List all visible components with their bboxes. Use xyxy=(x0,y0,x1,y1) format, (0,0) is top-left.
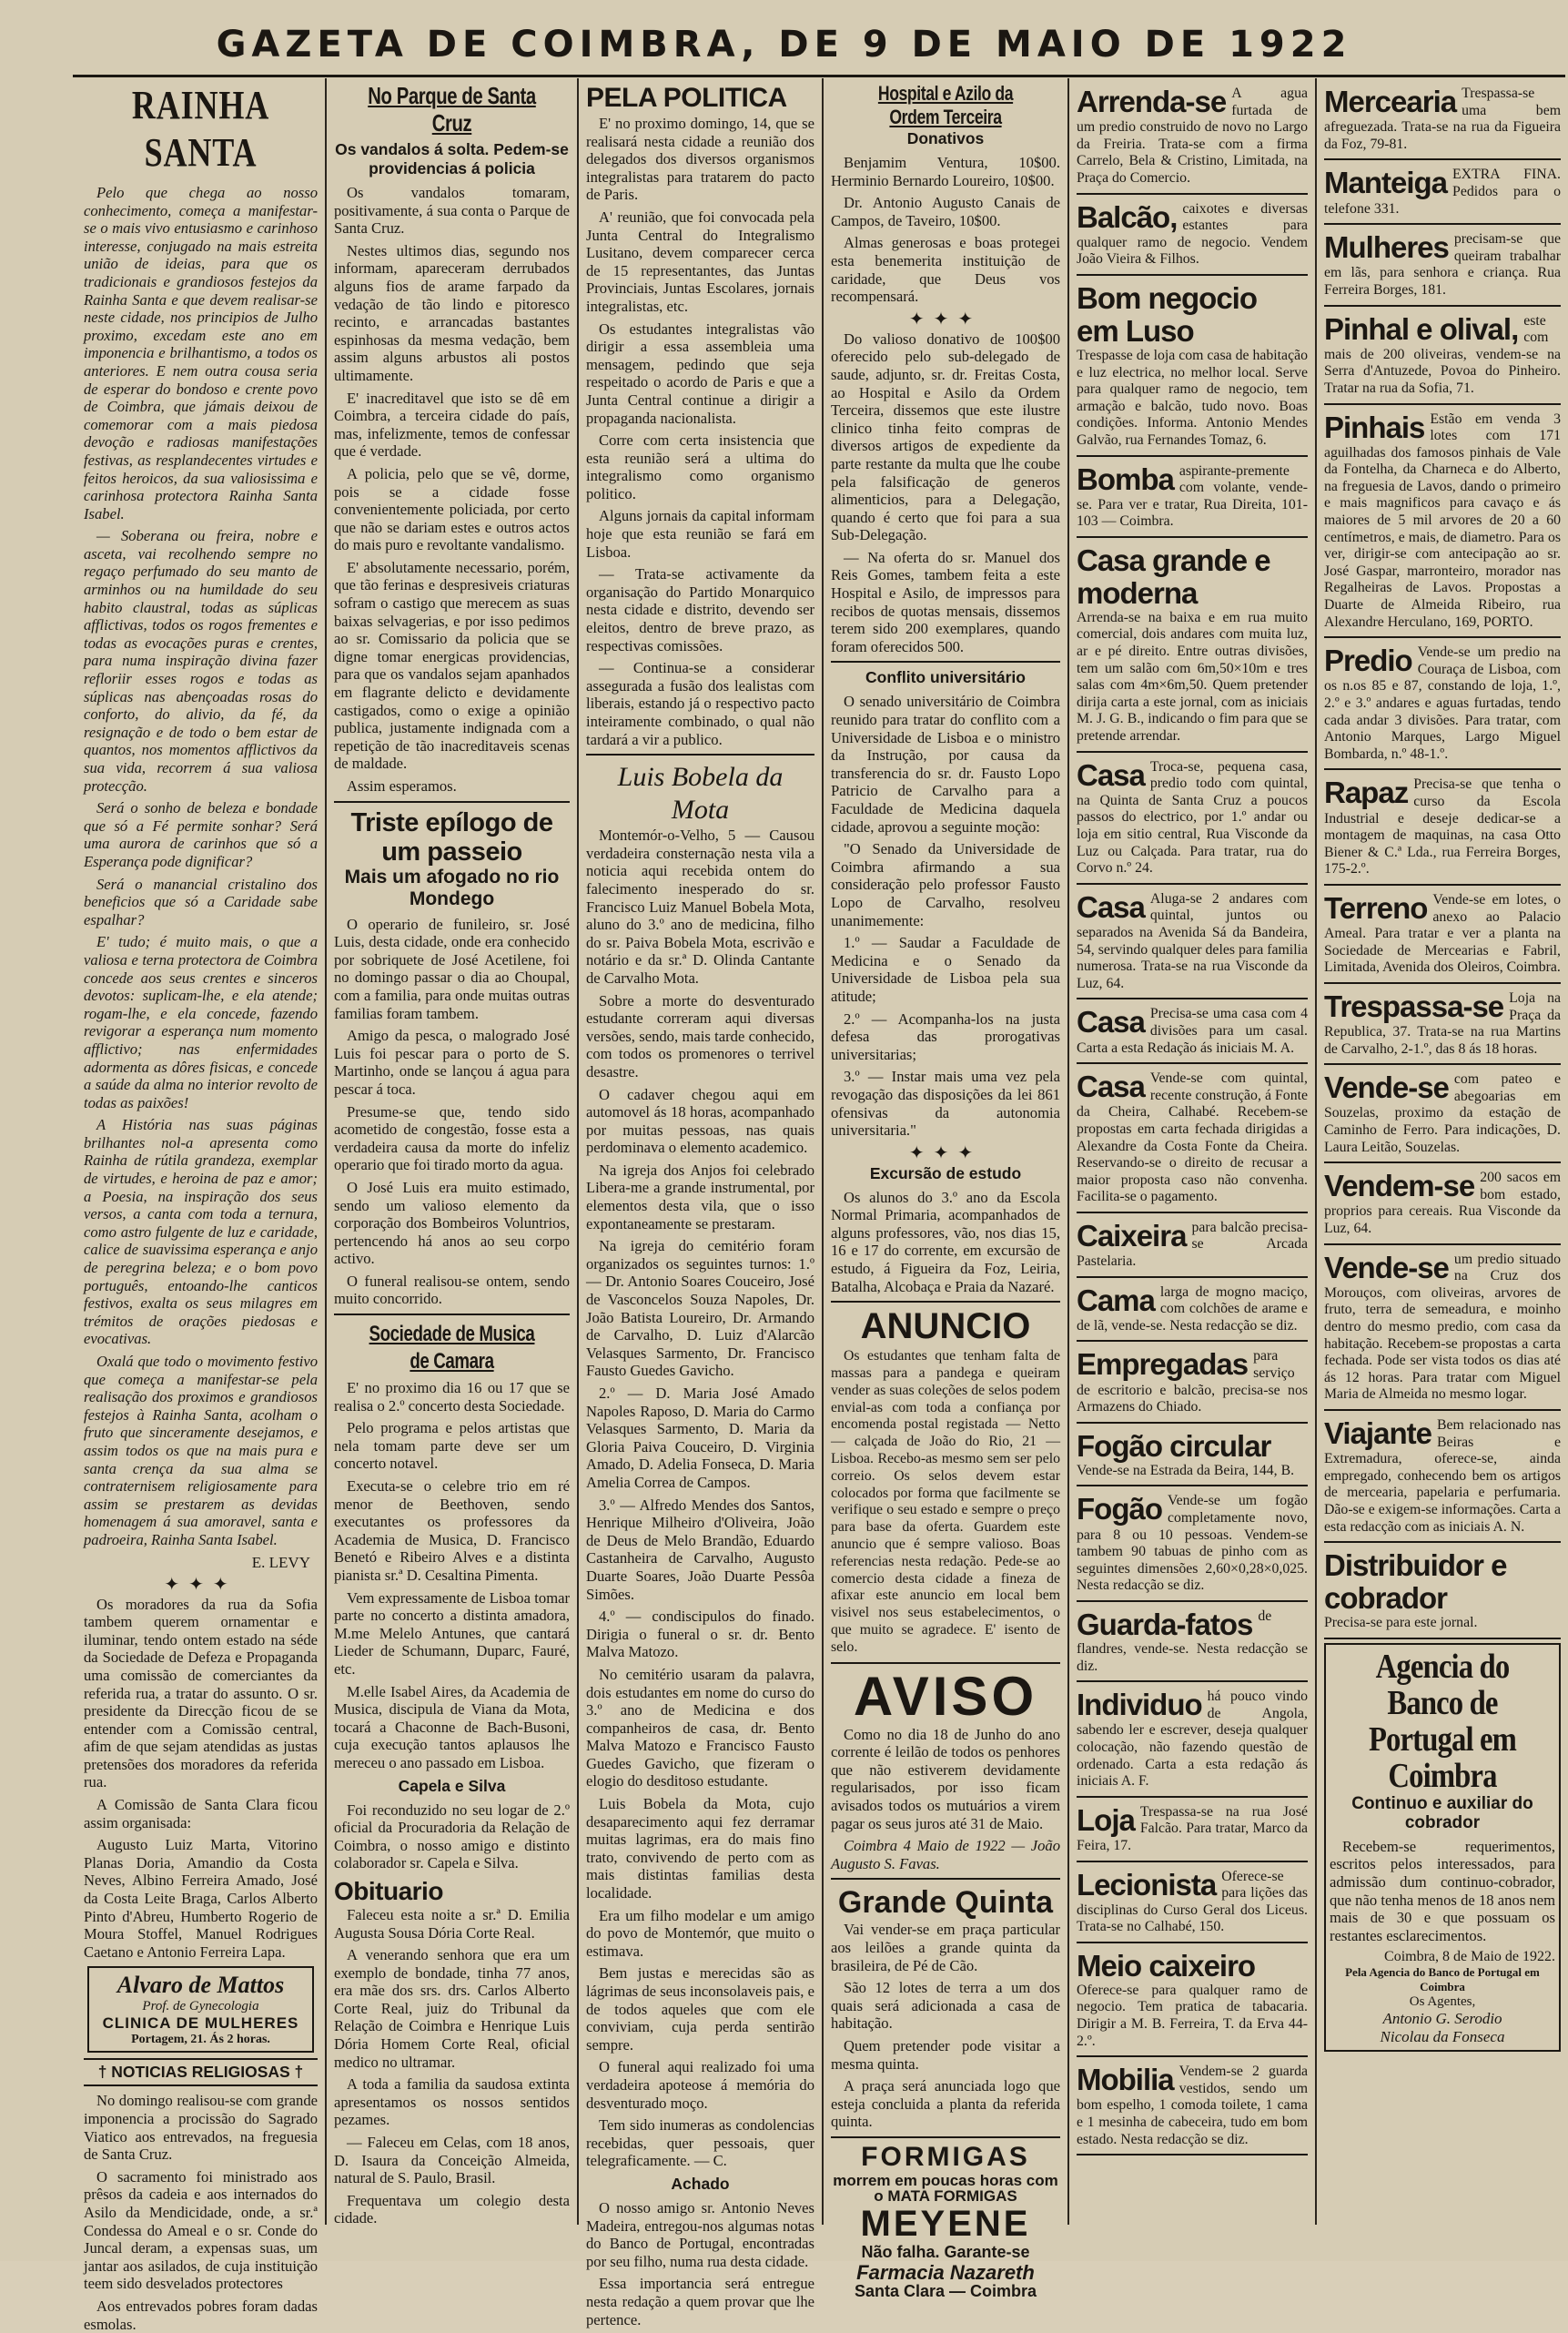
paragraph: No domingo realisou-se com grande imponencia a procissão do Sagrado Viatico aos entrevados, na freguesia de Santa Cruz. xyxy=(84,2092,318,2164)
paragraph: Oxalá que todo o movimento festivo que começa a manifestar-se pela realisação dos proximos e grandiosos festejos à Rainha Santa, acolham o fruto que sinceramente desejamos, e assim todos os que na mais pura e santa crença da sua alma se contraternisem religiosamente para assim se prestarem as devidas homenagem á sua amoravel, santa e padroeira, Rainha Santa Isabel. xyxy=(84,1353,318,1548)
article-title-achado: Achado xyxy=(671,2174,730,2193)
classified-ad-text: EXTRA FINA. Pedidos para o telefone 331. xyxy=(1324,167,1561,217)
paragraph: E' inacreditavel que isto se dê em Coimbra, a terceira cidade do país, mas, infelizmente, temos de confessar que é verdade. xyxy=(334,389,570,461)
paragraph: Era um filho modelar e um amigo do povo de Montemór, que muito o estimava. xyxy=(586,1906,814,1960)
paragraph: Benjamim Ventura, 10$00. Herminio Bernardo Loureiro, 10$00. xyxy=(831,154,1060,189)
paragraph: Pelo programa e pelos artistas que nela tomam parte deve ser um concerto notavel. xyxy=(334,1419,570,1473)
classified-ad-text: Bem relacionado nas Beiras e Extremadura, oferece-se, ainda empregado, conhecendo bem os artigos de mercearia, papelaria e perfumaria. Dão-se e exigem-se informações. Carta a esta redacção com as iniciais A. N. xyxy=(1324,1416,1561,1535)
paragraph: No cemitério usaram da palavra, dois estudantes em nome do curso do 3.º ano de Medicina e dos companheiros de casa, dr. Bento Malva Matozo e Francisco Fausto Guedes Gavicho, que fizeram o elogio do desditoso estudante. xyxy=(586,1665,814,1790)
classified-ad xyxy=(1077,1344,1308,1423)
paragraph: Pelo que chega ao nosso conhecimento, começa a manifestar-se o mais vivo entusiasmo e carinhoso interesse, conjugado na mais estreita união de ideias, para que os tradicionais e grandiosos festejos da Rainha Santa e que devem realisar-se neste cidade, nos principios de Julho proximo, excedam este ano em imponencia e brilhantismo, a todos os anteriores. E nem outra cousa seria de esperar do bondoso e crente povo de Coimbra, que jámais deixou de comemorar com a mais piedosa devoção e radiosas manifestações festivas, as resplandecentes virtudes e feitos heroicos, da sua valiosissima e carinhosa protectora Rainha Santa Isabel. xyxy=(84,184,318,522)
paragraph: O funeral aqui realizado foi uma verdadeira apoteose á memória do desventurado moço. xyxy=(586,2058,814,2112)
classified-ad-heading: Bomba xyxy=(1077,462,1174,496)
paragraph: O sacramento foi ministrado aos prêsos da cadeia e aos internados do Asilo da Mendicidade, onde, a sr.ª Condessa do Ameal e o sr. Conde do Juncal deram, a expensas suas, um jantar aos asilados, de cuja instituição teem sido desvelados protectores xyxy=(84,2167,318,2293)
classified-ad-text: Loja na Praça da Republica, 37. Trata-se na rua Martins de Carvalho, 2-1.º, das 8 ás 18 horas. xyxy=(1324,989,1561,1057)
anuncio-title: ANUNCIO xyxy=(860,1306,1031,1347)
paragraph: Será o manancial cristalino dos beneficios que só a Caridade sabe espalhar? xyxy=(84,875,318,928)
paragraph: Como no dia 18 de Junho do ano corrente é leilão de todos os penhores que não estiverem devidamente regularisados, por isso ficam avisados todos os mutuários a virem pagar os seus juros até 31 de Maio. xyxy=(831,1725,1060,1832)
article-subtitle: Os vandalos á solta. Pedem-se providencias á policia xyxy=(335,140,569,178)
paragraph: Vai vender-se em praça particular aos leilões a grande quinta da brasileira, de Pé de Cão. xyxy=(831,1921,1060,1974)
column-3 xyxy=(579,78,822,2328)
classified-ad-heading: Terreno xyxy=(1324,890,1428,925)
paragraph: Vem expressamente de Lisboa tomar parte no concerto a distinta amadora, M.me Melelo Antunes, que cantará Lieder de Schumann, Duparc, Fauré, etc. xyxy=(334,1588,570,1678)
paragraph: Frequentava um colegio desta cidade. xyxy=(334,2191,570,2227)
section-title-religious: † NOTICIAS RELIGIOSAS † xyxy=(84,2058,318,2086)
bank-notice-agency: Pela Agencia do Banco de Portugal em Coimbra xyxy=(1345,1965,1540,1994)
classified-ad-heading: Manteiga xyxy=(1324,166,1448,200)
classified-ad-text: Vendem-se 2 guarda vestidos, sendo um bom espelho, 1 comoda toilete, 1 cama e 1 mesinha de cabeceira, tudo em bom estado. Nesta redacção se diz. xyxy=(1077,2064,1308,2147)
column-6-classifieds xyxy=(1317,78,1568,2225)
paragraph: M.elle Isabel Aires, da Academia de Musica, discipula de Viana da Mota, tocará a Chaconne de Bach-Busoni, cuja execução tantos aplausos lhe mereceu o ano passado em Lisboa. xyxy=(334,1682,570,1771)
classified-ad-text: Trespassa-se uma bem afreguezada. Trata-se na rua da Figueira da Foz, 79-81. xyxy=(1324,86,1561,152)
paragraph: 3.º — Instar mais uma vez pela revogação das disposições da lei 861 ofensivas da autonomia universitaria." xyxy=(831,1068,1060,1140)
paragraph: Nestes ultimos dias, segundo nos informam, apareceram derrubados alguns fios de arame farpado da vedação de tão lindo e pitoresco recinto, e arrancadas bastantes espinhosas da mesma vedação, bem assim alguns arbustos ali postos ultimamente. xyxy=(334,241,570,384)
classified-ad xyxy=(1324,1166,1561,1244)
classified-ad xyxy=(1324,987,1561,1065)
paragraph: Essa importancia será entregue nesta redação a quem provar que lhe pertence. xyxy=(586,2275,814,2328)
paragraph: — Continua-se a considerar assegurada a fusão dos lealistas com liberais, estando já o respectivo pacto inteiramente combinado, o qual não tardará a vir a publico. xyxy=(586,659,814,748)
paragraph: Alguns jornais da capital informam hoje que esta reunião se fará em Lisboa. xyxy=(586,507,814,561)
article-title-bobela: Luis Bobela da Mota xyxy=(617,762,784,826)
classified-ad xyxy=(1077,1685,1308,1798)
paragraph: A' reunião, que foi convocada pela Junta Central do Integralismo Lusitano, devem comparecer cerca de 15 representantes, das Juntas Provinciais, Juntas Escolares, jornais integralistas, etc. xyxy=(586,208,814,315)
classified-ad-text: Vende-se um fogão completamente novo, para 8 ou 10 pessoas. Vendem-se tambem 90 tabuas de pinho com as seguintes dimensões 2,60×0,28×0,025. Nesta redacção se diz. xyxy=(1077,1493,1308,1594)
classified-ad xyxy=(1324,163,1561,225)
separator-stars: ✦✦✦ xyxy=(164,1574,238,1595)
divider xyxy=(334,1314,570,1315)
paragraph: Sobre a morte do desventurado estudante correram aqui diversas versões, sendo, mais tarde conhecido, com todos os promenores o terrivel desastre. xyxy=(586,991,814,1080)
classified-ad-text: aspirante-premente com volante, vende-se. Para ver e tratar, Rua Direita, 101-103 — Coimbra. xyxy=(1077,462,1308,530)
bank-notice-name: Antonio G. Serodio xyxy=(1382,2010,1502,2028)
classified-ad-heading: Rapaz xyxy=(1324,776,1409,810)
classified-ad xyxy=(1324,309,1561,405)
paragraph: A Comissão de Santa Clara ficou assim organisada: xyxy=(84,1796,318,1831)
paragraph: A História nas suas páginas brilhantes nol-a apresenta como Rainha de rútila grandeza, exemplar de virtudes, e heroina de paz e amor; a Poesia, na inspiração dos seus versos, a canta com toda a ternura, como astro fulgente de luz e caridade, calice de suavissima esperança e anjo de peregrina beleza; e o bom povo português, entoando-lhe canticos festivos, exalta os seus milagres em trémitos de orações piedosas e evocativas. xyxy=(84,1116,318,1348)
paragraph: — Soberana ou freira, nobre e asceta, vai recolhendo sempre no regaço perfumado do seu manto de arminhos ou na humildade do seu habito claustral, todas as súplicas afflictivas, todos os rogos frementes e todas as evocações puras e crentes, para numa inspiração divina fazer refloriir esses rogos e todas as súplicas nas abençoadas rosas do conforto, do alivio, da fé, da resignação e de todo o bem estar de quantos, nos momentos afflictivos da sua vida, recorrem á sua valiosa protecção. xyxy=(84,527,318,795)
paragraph: 2.º — D. Maria José Amado Napoles Raposo, D. Maria do Carmo Velasques Sarmento, D. Maria da Gloria Paiva Couceiro, D. Virginia Amado, D. Adelia Fonseca, D. Maria Amelia Correa de Campos. xyxy=(586,1385,814,1491)
paragraph: O nosso amigo sr. Antonio Neves Madeira, entregou-nos algumas notas do Banco de Portugal, encontradas por seu filho, numa rua desta cidade. xyxy=(586,2198,814,2270)
article-subtitle: Mais um afogado no rio Mondego xyxy=(344,866,560,909)
classified-ad xyxy=(1077,460,1308,538)
paragraph: 4.º — condiscipulos do finado. Dirigia o funeral o sr. dr. Bento Malva Matozo. xyxy=(586,1608,814,1661)
divider xyxy=(831,1301,1060,1303)
classified-ad-heading: Fogão xyxy=(1077,1492,1162,1527)
paragraph: 1.º — Saudar a Faculdade de Medicina e o Senado da Universidade de Lisboa pela sua atitude; xyxy=(831,934,1060,1005)
article-title-excursao: Excursão de estudo xyxy=(869,1163,1022,1182)
article-title-hospital: Hospital e Azilo da Ordem Terceira xyxy=(877,82,1014,128)
classified-ad-text: 200 sacos em bom estado, proprios para cereais. Rua Visconde da Luz, 64. xyxy=(1324,1170,1561,1237)
classified-ad-text: Precisa-se que tenha o curso da Escola Industrial e deseje dedicar-se a montagem de maquinas, na casa Otto Biener & C.ª Lda., rua Ferreira Borges, 175-2.º. xyxy=(1324,776,1561,877)
paragraph: Os alunos do 3.º ano da Escola Normal Primaria, acompanhados de alguns professores, vão, nos dias 15, 16 e 17 do corrente, em excursão de estudo, á Figueira da Foz, Leiria, Batalha, Alcobaça e Praia da Nazaré. xyxy=(831,1188,1060,1295)
classified-ad xyxy=(1324,408,1561,639)
paragraph: Quem pretender pode visitar a mesma quinta. xyxy=(831,2036,1060,2073)
paragraph: E' tudo; é muito mais, o que a valiosa e terna protectora de Coimbra concede aos seus crentes e sinceros devotos: suplicam-lhe, e ela atende; rogam-lhe, e ela concede, fazendo revigorar a esperança num momento afflictivo; nas enfermidades adormenta as dôres fisicas, e concede a saúde da alma no interior revolto de todas as paixões! xyxy=(84,933,318,1111)
classified-ad xyxy=(1077,1281,1308,1343)
classified-ad-heading: Meio caixeiro xyxy=(1077,1948,1256,1983)
classified-ad-heading: Pinhal e olival, xyxy=(1324,311,1519,346)
paragraph: Bem justas e merecidas são as lágrimas de seus inconsolaveis pais, e de todos aqueles que com ele conviviam, cuja perda sentirão sempre. xyxy=(586,1964,814,2054)
author-signature: E. LEVY xyxy=(251,1553,310,1571)
aviso-title: AVISO xyxy=(853,1665,1038,1727)
classified-ad-heading: Casa xyxy=(1077,1005,1145,1040)
clinic-address: Portagem, 21. Ás 2 horas. xyxy=(131,2033,270,2047)
classified-ad-text: Aluga-se 2 andares com quintal, juntos ou separados na Avenida Sá da Bandeira, 54, servindo qualquer deles para familia numerosa. Trata-se na rua Visconde da Luz, 64. xyxy=(1077,890,1308,991)
classified-ad xyxy=(1324,1248,1561,1411)
clinic-profession: Prof. de Gynecologia xyxy=(142,1999,259,2014)
classified-ad-text: há pouco vindo de Angola, sabendo ler e escrever, deseja qualquer colocação, não fazendo questão de ordenado. Carta a esta redação ás iniciais A. F. xyxy=(1077,1689,1308,1790)
clinic-doctor-name: Alvaro de Mattos xyxy=(116,1972,285,1999)
clinic-name: CLINICA DE MULHERES xyxy=(102,2014,299,2033)
classified-ad xyxy=(1077,1946,1308,2057)
masthead: GAZETA DE COIMBRA, DE 9 DE MAIO DE 1922 xyxy=(216,24,1352,66)
paragraph: A venerando senhora que era um exemplo de bondade, tinha 77 anos, era mãe dos srs. drs. Carlos Alberto Corte Real, juiz do Tribunal da Relação de Coimbra e Henrique Luis Dória Homem Corte Real, oficial medico no ultramar. xyxy=(334,1946,570,2071)
classified-ad-heading: Mobilia xyxy=(1077,2063,1174,2097)
paragraph: Augusto Luiz Marta, Vitorino Planas Doria, Amandio da Costa Neves, Albino Ferreira Amado, José da Costa Leite Braga, Carlos Alberto Pinto d'Abreu, Humberto Rogerio de Moura Stoffel, Manuel Rodrigues Caetano e Antonio Ferreira Lapa. xyxy=(84,1836,318,1961)
classified-ad-text: para balcão precisa-se Arcada Pastelaria. xyxy=(1077,1219,1308,1270)
paragraph: Coimbra 4 Maio de 1922 — João Augusto S. Favas. xyxy=(831,1837,1060,1872)
column-1 xyxy=(76,78,325,2333)
paragraph: — Trata-se activamente da organisação do Partido Monarquico nesta cidade e distrito, devendo ser eleitos, dentro de breve prazo, as respectivas comissões. xyxy=(586,565,814,654)
classified-ad xyxy=(1077,279,1308,457)
formigas-guarantee: Não falha. Garante-se xyxy=(861,2242,1030,2261)
classified-ad xyxy=(1077,1800,1308,1862)
divider xyxy=(831,661,1060,663)
classified-ad xyxy=(1077,82,1308,195)
classified-ad xyxy=(1077,2060,1308,2155)
column-5-classifieds xyxy=(1069,78,1315,2225)
bank-notice-agents: Os Agentes, xyxy=(1409,1994,1476,2010)
classified-ad-heading: Vende-se xyxy=(1324,1070,1449,1105)
bank-notice-date: Coimbra, 8 de Maio de 1922. xyxy=(1384,1949,1555,1965)
paragraph: Aos entrevados pobres foram dadas esmolas. xyxy=(84,2297,318,2333)
classified-ad-heading: Balcão, xyxy=(1077,199,1178,234)
divider xyxy=(334,801,570,803)
classified-ad xyxy=(1324,641,1561,770)
paragraph: Almas generosas e boas protegei esta benemerita instituição de caridade, que Deus vos recompensará. xyxy=(831,234,1060,306)
divider xyxy=(831,2136,1060,2138)
classified-ad-text: Estão em venda 3 lotes com 171 aguilhadas dos famosos pinhais de Vale da Fontelha, da Charneca e do Alberto, na freguesia de Lavos, dando o primeiro e mais magnificos para cavaço e ás maiores de 5 mil arvores de 20 a 60 centímetros, e mais, de diametro. Para os ver, dirigir-se com antecipação ao sr. José Gaspar, marronteiro, morador nas Regalheiras de Lavos. Propostas a Duarte de Almeida Ribeiro, rua Alexandre Herculano, 169, PORTO. xyxy=(1324,411,1561,630)
classified-ad-heading: Guarda-fatos xyxy=(1077,1607,1253,1641)
article-title-obituario: Obituario xyxy=(334,1876,443,1905)
classified-ad-text: Vende-se um predio na Couraça de Lisboa, com os n.os 85 e 87, constando de loja, 1.º, 2.º e 3.º andares e aguas furtadas, tendo cada andar 3 divisões. Para tratar, com Antonio Marques, Largo Miguel Bombarda, n.º 48-1.º. xyxy=(1324,644,1561,762)
separator-stars: ✦✦✦ xyxy=(908,1142,983,1163)
paragraph: Tem sido inumeras as condolencias recebidas, quer pessoais, quer telegraficamente. — C. xyxy=(586,2116,814,2170)
classified-ad-heading: Vende-se xyxy=(1324,1250,1449,1284)
paragraph: — Faleceu em Celas, com 18 anos, D. Isaura da Conceição Almeida, natural de S. Paulo, Brasil. xyxy=(334,2134,570,2187)
classified-ad-heading: Mulheres xyxy=(1324,230,1449,265)
classified-ad-heading: Arrenda-se xyxy=(1077,85,1227,118)
classified-ad xyxy=(1077,1216,1308,1278)
classified-ad-text: Troca-se, pequena casa, predio todo com quintal, na Quinta de Santa Cruz a poucos passos do electrico, por 1.º andar ou loja em sitio central, Rua Visconde da Luz ou Calçada. Para tratar, rua do Corvo n.º 24. xyxy=(1077,758,1308,877)
classified-ad-heading: Casa grande e moderna xyxy=(1077,543,1270,610)
paragraph: Na igreja do cemitério foram organizados os seguintes turnos: 1.º — Dr. Antonio Soares Couceiro, José de Vasconcelos Souza Napoles, Dr. João Batista Loureiro, Dr. Armando de Carvalho, D. Luiz d'Alarcão Velasques Sarmento, Dr. Francisco Fausto Guedes Gavicho. xyxy=(586,1237,814,1380)
classified-ad xyxy=(1077,1865,1308,1943)
classified-ad xyxy=(1077,756,1308,885)
article-title-rainha-santa: RAINHA SANTA xyxy=(131,83,270,175)
classified-ad-text: com pateo e abegoarias em Souzelas, proximo da estação de Caminho de Ferro. Para indicações, D. Laura Leitão, Souzelas. xyxy=(1324,1071,1561,1155)
classified-ad-heading: Predio xyxy=(1324,644,1412,678)
classified-ad-text: caixotes e diversas estantes para qualquer ramo de negocio. Vendem João Vieira & Filhos. xyxy=(1077,200,1308,268)
classified-ad-text: Vende-se com quintal, recente construção, á Fonte da Cheira, Calhabé. Recebem-se propostas em carta fechada dirigidas a Alexandre da Costa Fonte da Cheira. Reservando-se o direito de recusar a maior proposta caso não convenha. Facilita-se o pagamento. xyxy=(1077,1070,1308,1205)
classified-ad-heading: Trespassa-se xyxy=(1324,989,1504,1023)
article-subtitle: Donativos xyxy=(906,129,985,147)
divider xyxy=(586,754,814,756)
paragraph: O senado universitário de Coimbra reunido para tratar do conflito com a Universidade de Lisboa e o ministro da Instrução, por causa da transferencia do sr. dr. Fausto Lopo Patricio de Carvalho para a Faculdade de Medicina daquela cidade, aprovou a seguinte moção: xyxy=(831,693,1060,836)
masthead-rule xyxy=(73,75,1565,77)
classified-ad xyxy=(1324,228,1561,306)
paragraph: Na igreja dos Anjos foi celebrado Libera-me a grande instrumental, por elementos desta vila, que o isso expontaneamente se prestaram. xyxy=(586,1161,814,1232)
paragraph: Dr. Antonio Augusto Canais de Campos, de Taveiro, 10$00. xyxy=(831,194,1060,229)
paragraph: Assim esperamos. xyxy=(347,777,457,795)
paragraph: A praça será anunciada logo que esteja concluida a planta da referida quinta. xyxy=(831,2077,1060,2131)
divider xyxy=(831,1878,1060,1880)
paragraph: Os estudantes integralistas vão dirigir a essa assembleia uma mensagem, pedindo que seja respeitado o acordo de Paris e que a Junta Central continue a dirigir a propaganda nacionalista. xyxy=(586,320,814,427)
paragraph: E' no proximo domingo, 14, que se realisará nesta cidade a reunião dos delegados dos diversos organismos integralistas para tratarem do pacto de Paris. xyxy=(586,115,814,204)
classified-ad xyxy=(1324,773,1561,886)
paragraph: Luis Bobela da Mota, cujo desaparecimento aqui fez derramar muitas lagrimas, era do mais fino trato, convivendo de perto com as mais distintas familias desta localidade. xyxy=(586,1795,814,1902)
article-title-epilogo: Triste epílogo de um passeio xyxy=(350,807,553,867)
paragraph: "O Senado da Universidade de Coimbra afirmando a sua consideração pelo professor Fausto Lopo de Carvalho, resolveu unanimemente: xyxy=(831,840,1060,929)
paragraph: Corre com certa insistencia que esta reunião será a ultima do integralismo como organismo politico. xyxy=(586,431,814,502)
classified-ad-heading: Mercearia xyxy=(1324,85,1457,118)
classified-ad-heading: Caixeira xyxy=(1077,1218,1187,1253)
classified-ad xyxy=(1077,888,1308,1000)
classified-ad-text: Precisa-se para este jornal. xyxy=(1324,1615,1478,1631)
classified-ad xyxy=(1077,1067,1308,1213)
classified-ad-text: para serviço de escritorio e balcão, precisa-se nos Armazens do Chiado. xyxy=(1077,1348,1308,1415)
separator-stars: ✦✦✦ xyxy=(908,309,983,330)
classified-ad-text: Oferece-se para lições das disciplinas do Curso Geral dos Liceus. Trata-se no Calhabé, 150. xyxy=(1077,1868,1308,1935)
paragraph: Executa-se o celebre trio em ré menor de Beethoven, sendo executantes os professores da Academia de Musica, D. Francisco Benetó e Ribeiro Alves e a distinta pianista sr.ª D. Cesaltina Pimenta. xyxy=(334,1477,570,1584)
classified-ad-text: um predio situado na Cruz dos Morouços, com oliveiras, arvores de fruto, terra de semeadura, e moinho dentro do mesmo predio, com casa da habitação. Recebem-se propostas a carta fechada. Pode ser vista todos os dias até ás 12 horas. Para tratar com Miguel Maria de Almeida no mesmo logar. xyxy=(1324,1251,1561,1403)
paragraph: Amigo da pesca, o malogrado José Luis foi pescar para o porto de S. Martinho, onde se lançou á agua para pescar á toca. xyxy=(334,1027,570,1098)
paragraph: O cadaver chegou aqui em automovel ás 18 horas, acompanhado por muitas pessoas, nas quais perdominava o elemento academico. xyxy=(586,1085,814,1157)
classified-ad-text: Trespassa-se na rua José Falcão. Para tratar, Marco da Feira, 17. xyxy=(1077,1803,1308,1853)
classified-ad-heading: Fogão circular xyxy=(1077,1428,1271,1463)
article-title-parque: No Parque de Santa Cruz xyxy=(368,82,536,137)
classified-ad-text: Precisa-se uma casa com 4 divisões para um casal. Carta a esta Redação ás iniciais M. A. xyxy=(1077,1006,1308,1056)
paragraph: Faleceu esta noite a sr.ª D. Emilia Augusta Sousa Dória Corte Real. xyxy=(334,1905,570,1942)
classified-ad-heading: Viajante xyxy=(1324,1415,1431,1450)
paragraph: E' no proximo dia 16 ou 17 que se realisa o 2.º concerto desta Sociedade. xyxy=(334,1379,570,1415)
classified-ad xyxy=(1077,1605,1308,1682)
clinic-advert-box xyxy=(87,1966,314,2053)
paragraph: A toda a familia da saudosa extinta apresentamos os nossos sentidos pezames. xyxy=(334,2075,570,2129)
classified-ad xyxy=(1324,1414,1561,1543)
bank-notice-subtitle: Continuo e auxiliar do cobrador xyxy=(1351,1793,1533,1832)
paragraph: O funeral realisou-se ontem, sendo muito concorrido. xyxy=(334,1272,570,1308)
paragraph: Os moradores da rua da Sofia tambem querem ornamentar e iluminar, tendo ontem estado na séde da Sociedade de Defeza e Propaganda uma comissão de comerciantes da referida rua, a tratar do assunto. O sr. presidente da Direcção ficou de se entender com a Comissão central, afim de que sejam atendidas as justas pretensões dos moradores da referida rua. xyxy=(84,1595,318,1791)
formigas-sub: morrem em poucas horas com o MATA FORMIGAS xyxy=(833,2171,1058,2205)
classified-ad-heading: Casa xyxy=(1077,889,1145,924)
bank-notice-name: Nicolau da Fonseca xyxy=(1380,2028,1505,2046)
classified-ad xyxy=(1324,1546,1561,1639)
article-title-capela: Capela e Silva xyxy=(398,1776,506,1795)
classified-ad-heading: Bom negocio em Luso xyxy=(1077,280,1258,348)
classified-ad-heading: Lecionista xyxy=(1077,1867,1217,1902)
classified-ad-heading: Distribuidor e cobrador xyxy=(1324,1548,1507,1616)
classified-ad-heading: Empregadas xyxy=(1077,1347,1249,1382)
column-2 xyxy=(327,78,577,2225)
paragraph: Presume-se que, tendo sido acometido de congestão, fosse esta a verdadeira causa da morte do infeliz operario que foi tirado morto da agua. xyxy=(334,1102,570,1174)
classified-ad-heading: Individuo xyxy=(1077,1688,1202,1722)
quinta-title: Grande Quinta xyxy=(837,1885,1054,1921)
bank-notice xyxy=(1324,1643,1561,2053)
paragraph: Foi reconduzido no seu logar de 2.º oficial da Procuradoria da Relação de Coimbra, o nosso amigo e distinto colaborador sr. Capela e Silva. xyxy=(334,1800,570,1872)
classified-ad xyxy=(1324,1068,1561,1163)
column-4 xyxy=(824,78,1067,2300)
classified-ad-text: Trespasse de loja com casa de habitação e luz electrica, no melhor local. Serve para qualquer ramo de negocio, tem armação e balcão, tudo novo. Boas condições. Informa. Antonio Mendes Galvão, rua Fernandes Tomaz, 6. xyxy=(1077,347,1308,448)
classified-ad xyxy=(1077,1489,1308,1602)
classified-ad-text: Vende-se na Estrada da Beira, 144, B. xyxy=(1077,1462,1295,1478)
paragraph: 2.º — Acompanha-los na justa defesa das prorogativas universitarias; xyxy=(831,1009,1060,1063)
formigas-pharmacy: Farmacia Nazareth xyxy=(856,2260,1035,2284)
classified-ad xyxy=(1077,1426,1308,1487)
classified-ad-text: precisam-se que queiram trabalhar em lãs, para senhora e criança. Rua Ferreira Borges, 181. xyxy=(1324,231,1561,298)
classified-ad-heading: Casa xyxy=(1077,1070,1145,1104)
classified-ad-text: Oferece-se para qualquer ramo de negocio. Tem pratica de tabacaria. Dirigir a M. B. Ferreira, T. da Erva 44-2.º. xyxy=(1077,1982,1308,2049)
classified-ad-text: de flandres, vende-se. Nesta redacção se diz. xyxy=(1077,1608,1308,1674)
article-title-conflito: Conflito universitário xyxy=(865,668,1026,687)
paragraph: E' absolutamente necessario, porém, que tão ferinas e despresiveis criaturas sofram o castigo que merecem as suas baixas selvagerias, e por isso pedimos ao sr. Comissario da policia que se digne tomar energicas providencias, para que os vandalos sejam apanhados em flagrante delicto e devidamente castigados, como o exige a opinião publica, justamente indignada com a repetição de tão inacreditaveis scenas de maldade. xyxy=(334,558,570,773)
classified-ad xyxy=(1324,888,1561,984)
classified-ad-text: larga de mogno maciço, com colchões de arame e de lã, vende-se. Nesta redacção se diz. xyxy=(1077,1283,1308,1334)
formigas-address: Santa Clara — Coimbra xyxy=(854,2281,1037,2300)
classified-ad xyxy=(1324,82,1561,160)
paragraph: Recebem-se requerimentos, escritos pelos interessados, para admissão dum continuo-cobrador, que não tenha menos de 18 anos nem mais de 30 e que possuam os restantes esclarecimentos. xyxy=(1330,1837,1555,1944)
classified-ad-text: Arrenda-se na baixa e em rua muito comercial, dois andares com muita luz, ar e pé direito. Entre outras divisões, tem um salão com 6m,50×10m e tres salas com 4m×6m,50. Quem pretender dirija carta a este jornal, com as iniciais M. J. G. B., indicando o fim para que se pretende arrendar. xyxy=(1077,609,1308,745)
classified-list xyxy=(1324,82,1561,1639)
rainha-santa-body xyxy=(84,184,318,1549)
article-title-politica: PELA POLITICA xyxy=(586,83,787,113)
classified-ad xyxy=(1077,541,1308,753)
classified-ad xyxy=(1077,198,1308,276)
classified-ad-heading: Casa xyxy=(1077,757,1145,792)
paragraph: O operario de funileiro, sr. José Luis, desta cidade, onde era conhecido por sobriquete de José Acetilene, foi no domingo passar o dia ao Choupal, com a familia, para onde muitas outras familias foram tambem. xyxy=(334,915,570,1022)
paragraph: 3.º — Alfredo Mendes dos Santos, Henrique Milheiro d'Oliveira, João de Deus de Melo Brandão, Eduardo Castanheira de Carvalho, Augusto Duarte Soares, João Duarte Pessôa Simões. xyxy=(586,1496,814,1603)
classified-ad-heading: Cama xyxy=(1077,1283,1155,1317)
classified-ad-text: Vende-se em lotes, o anexo ao Palacio Ameal. Para tratar e ver a planta na Sociedade de Mercearias e Fabril, Limitada, Avenida dos Oleiros, Coimbra. xyxy=(1324,891,1561,976)
classified-ad-heading: Vendem-se xyxy=(1324,1169,1475,1203)
classified-ad xyxy=(1077,1002,1308,1064)
paragraph: O José Luis era muito estimado, sendo um valioso elemento da corporação dos Bombeiros Voluntrios, pertencendo há anos ao seu corpo activo. xyxy=(334,1178,570,1268)
paragraph: A policia, pelo que se vê, dorme, pois se a cidade fosse convenientemente policiada, por certo que não se dariam estes e outros actos do mais puro e revoltante vandalismo. xyxy=(334,464,570,554)
classified-ad-text: A agua furtada de um predio construido de novo no Largo da Freiria. Trata-se com a firma Carrelo, Bela & Cristino, Limitada, na Praça do Comercio. xyxy=(1077,86,1308,186)
classified-ad-heading: Pinhais xyxy=(1324,410,1425,444)
paragraph: Do valioso donativo de 100$00 oferecido pelo sub-delegado de saude, adjunto, sr. dr. Freitas Costa, ao Hospital e Asilo da Ordem Terceira, dissemos que este ilustre clinico tinha feito compras de diversos artigos de expediente da parte restante da multa que lhe coube pela falsificação de generos alimenticios, para a Delegação, quando é certo que foi para a sua Sub-Delegação. xyxy=(831,330,1060,544)
paragraph: São 12 lotes de terra a um dos quais será adicionada a casa de habitação. xyxy=(831,1979,1060,2033)
classified-ad-text: este com mais de 200 oliveiras, vendem-se na Serra d'Antuzede, Povoa do Pinheiro. Tratar na rua da Sofia, 71. xyxy=(1324,312,1561,396)
formigas-title: FORMIGAS xyxy=(861,2141,1030,2172)
formigas-brand: MEYENE xyxy=(860,2203,1031,2244)
paragraph: Os vandalos tomaram, positivamente, á sua conta o Parque de Santa Cruz. xyxy=(334,184,570,238)
article-title-musica: Sociedade de Musica de Camara xyxy=(369,1322,535,1374)
divider xyxy=(831,1662,1060,1664)
paragraph: — Na oferta do sr. Manuel dos Reis Gomes, tambem feita a este Hospital e Asilo, de impressos para recibos de quotas mensais, dissemos terem sido 200 exemplares, quando foram oferecidos 500. xyxy=(831,548,1060,655)
classified-ad-heading: Loja xyxy=(1077,1802,1135,1837)
paragraph: Os estudantes que tenham falta de massas para a pandega e queiram vender as suas coleções de selos podem envial-as com toda a confiança por encomenda postal registada — Netto — calçada de João do Rio, 21 — Lisboa. Recebo-as mesmo sem ser pelo correio. Os selos devem estar colocados por forma que facilmente se verifique o seu estado e sempre o preço para base da oferta. Guardem este anuncio que é sempre valioso. Boas referencias nesta redação. Pede-se ao comercio desta cidade a fineza de afixar este anuncio em local bem visivel nos seus estabelecimentos, o que muito se agradece. E' isento de selo. xyxy=(831,1348,1060,1655)
paragraph: Montemór-o-Velho, 5 — Causou verdadeira consternação nesta vila a noticia aqui recebida ontem do falecimento inesperado do sr. Francisco Luiz Manuel Bobela Mota, aluno do 3.º ano de medicina, filho do sr. Paiva Bobela Mota, escrivão e notário e da sr.ª D. Olinda Cantante de Carvalho Mota. xyxy=(586,827,814,987)
bank-notice-title: Agencia do Banco de Portugal em Coimbra xyxy=(1368,1647,1517,1795)
paragraph: Será o sonho de beleza e bondade que só a Fé permite sonhar? Será uma aurora de carinhos que só a Esperança pode dignificar? xyxy=(84,799,318,870)
